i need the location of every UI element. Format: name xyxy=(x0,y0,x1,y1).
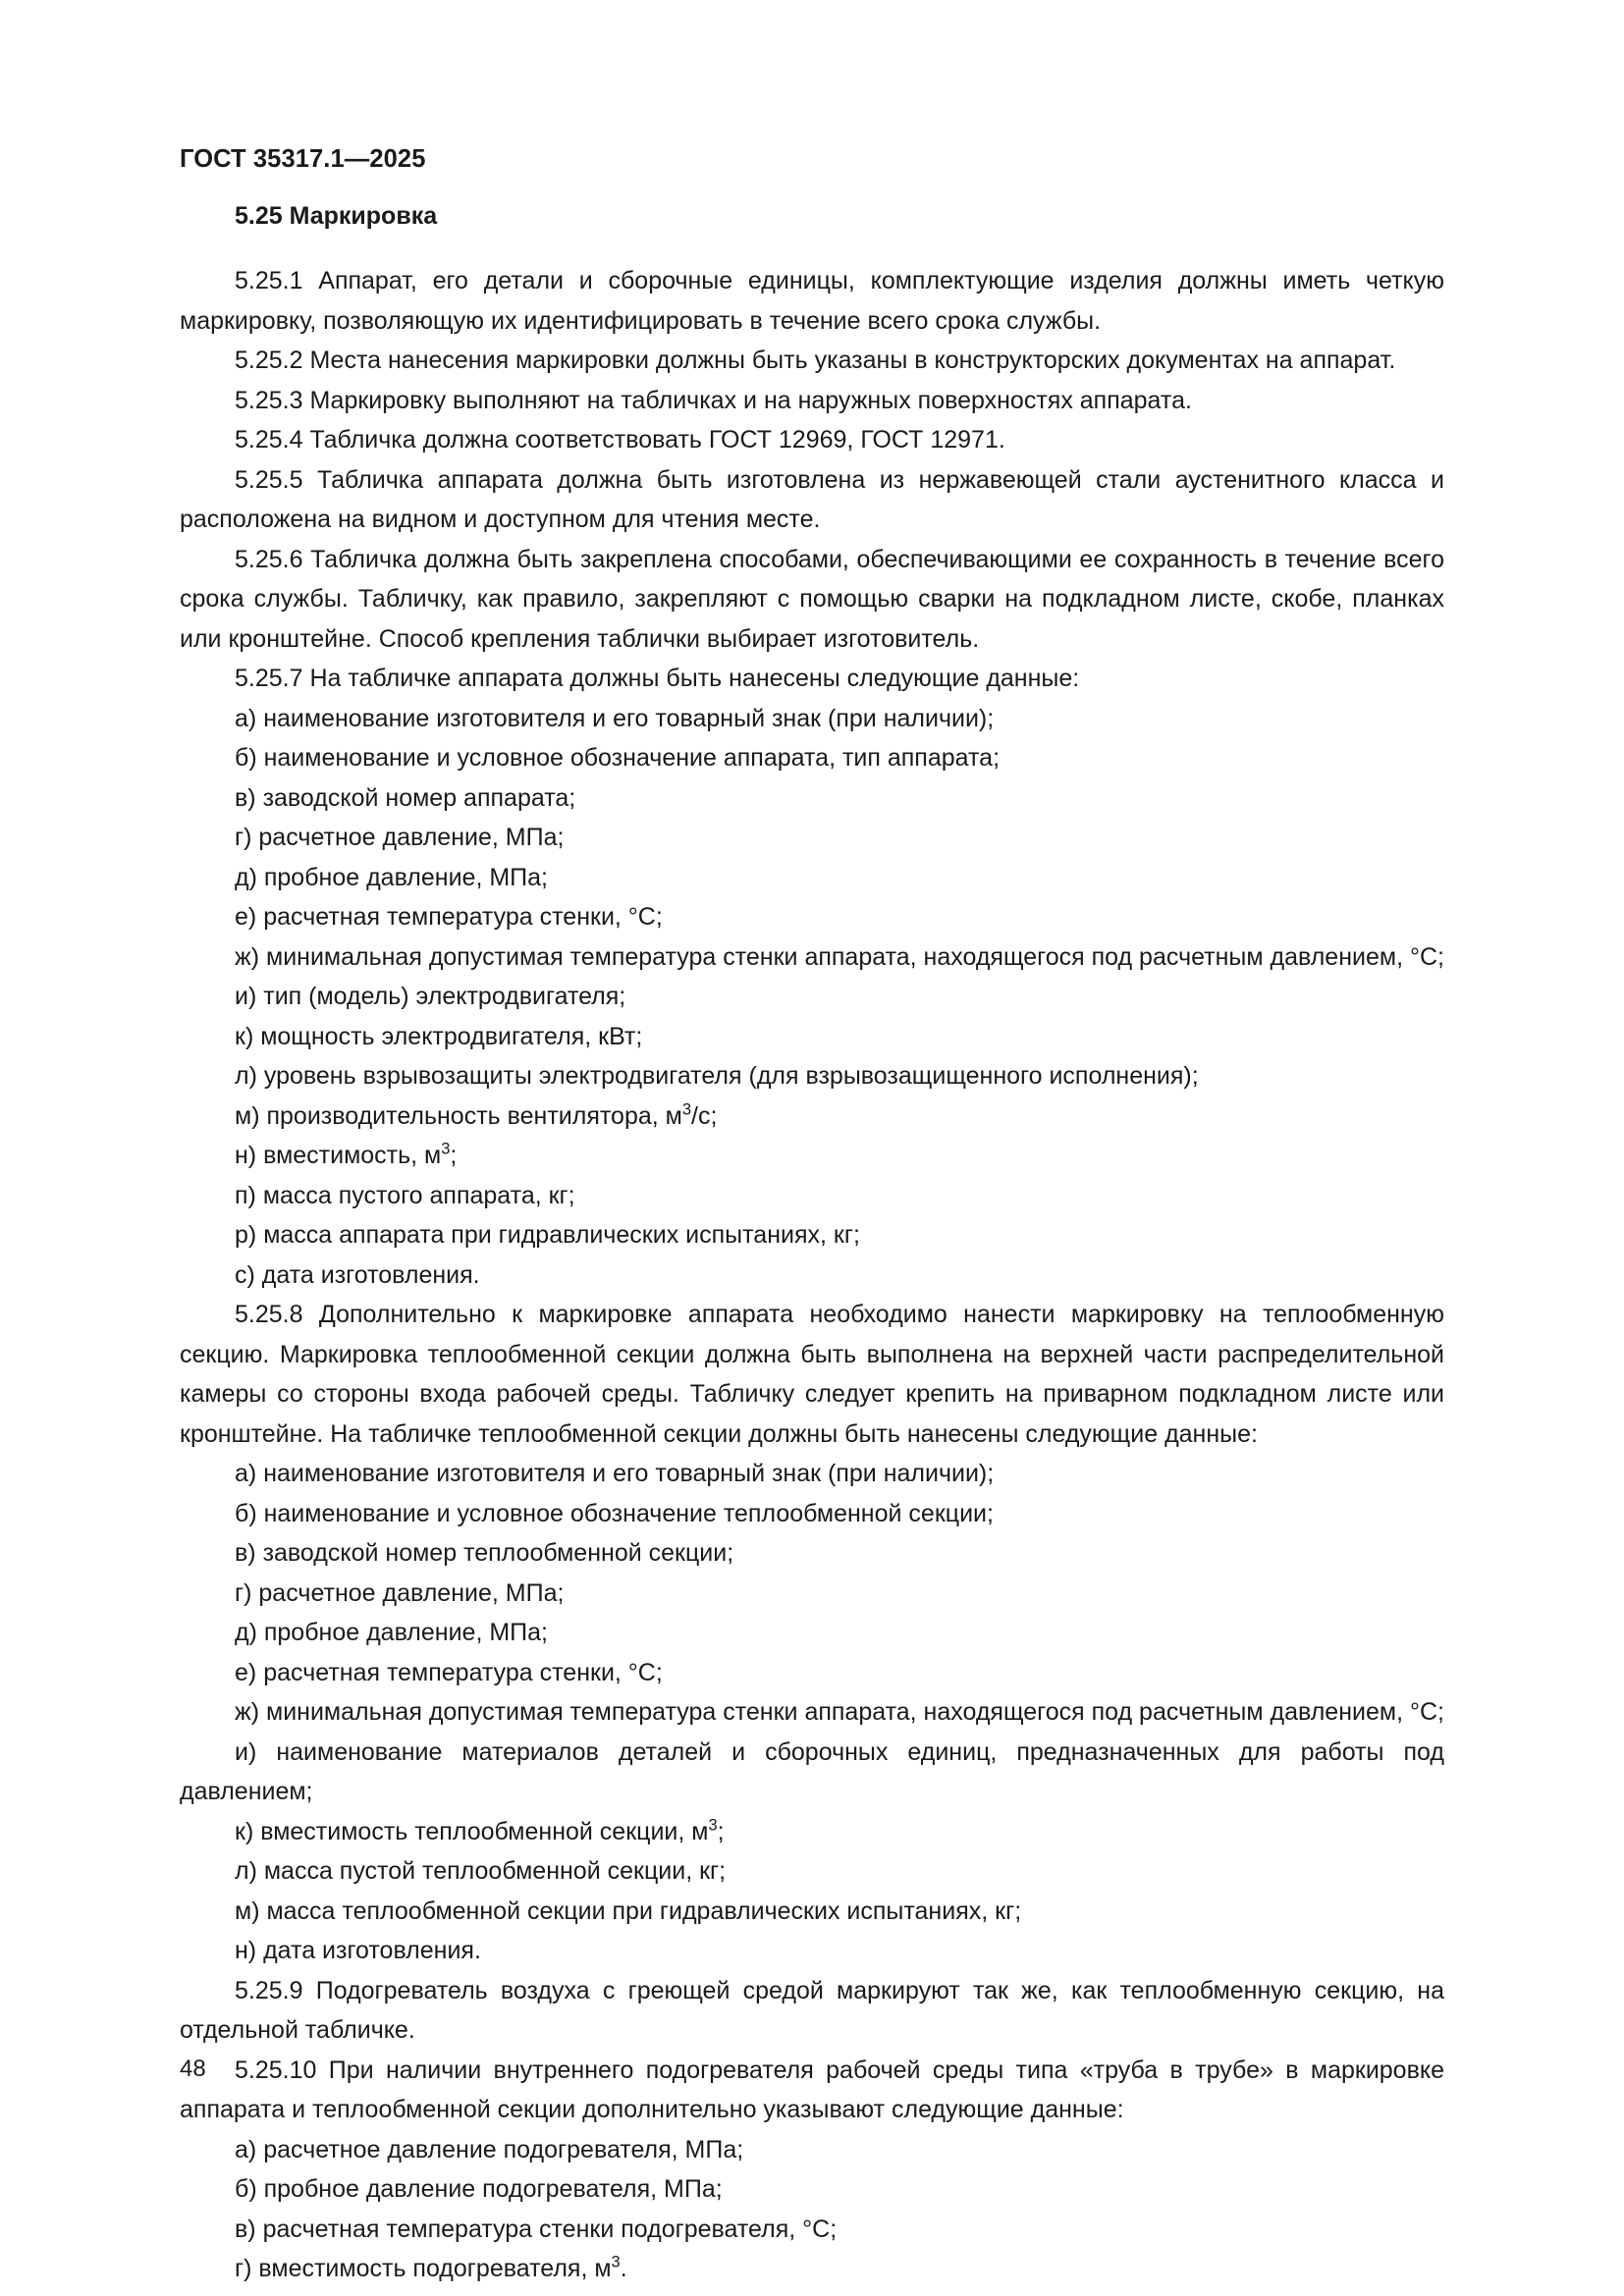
list-item-label: и) xyxy=(235,1737,277,1766)
list-item xyxy=(180,2169,1444,2210)
list-item-text: пробное давление, МПа; xyxy=(263,863,548,891)
list-item xyxy=(180,699,1444,739)
list-item xyxy=(180,1056,1444,1096)
list-item-text: расчетное давление подогревателя, МПа; xyxy=(263,2135,744,2163)
list-item-text: пробное давление, МПа; xyxy=(263,1619,548,1647)
clause-5-25-3: 5.25.3 Маркировку выполняют на табличках и на наружных поверхностях аппарата. xyxy=(235,386,1192,414)
clause-5-25-10: 5.25.10 При наличии внутреннего подогревателя рабочей среды типа «труба в трубе» в маркировке аппарата и теплообменной секции дополнительно указывают следующие данные: xyxy=(180,2056,1444,2124)
list-item xyxy=(180,1613,1444,1653)
section-heading: 5.25 Маркировка xyxy=(235,202,438,230)
running-head: ГОСТ 35317.1—2025 xyxy=(180,145,426,173)
list-item-text: минимальная допустимая температура стенки аппарата, находящегося под расчетным давлением, °С; xyxy=(266,1698,1444,1727)
list-item-text: заводской номер теплообменной секции; xyxy=(262,1539,734,1568)
list-item-text: минимальная допустимая температура стенки аппарата, находящегося под расчетным давлением, °С; xyxy=(266,942,1444,971)
page-content xyxy=(180,201,1444,2289)
list-item xyxy=(180,1255,1444,1296)
list-item-label: в) xyxy=(235,2215,263,2243)
list-item-text: мощность электродвигателя, кВт; xyxy=(260,1022,643,1050)
list-item xyxy=(180,1892,1444,1932)
list-item-label: п) xyxy=(235,1181,263,1209)
list-item-label: н) xyxy=(235,1142,264,1170)
list-item xyxy=(180,778,1444,819)
clause-5-25-6: 5.25.6 Табличка должна быть закреплена способами, обеспечивающими ее сохранность в течение всего срока службы. Табличку, как правило, закрепляют с помощью сварки на подкладном листе, скобе, планках или кронштейне. Способ крепления таблички выбирает изготовитель. xyxy=(180,545,1444,653)
list-item-label: в) xyxy=(235,783,263,812)
clause-5-25-9: 5.25.9 Подогреватель воздуха с греющей средой маркируют так же, как теплообменную секцию, на отдельной табличке. xyxy=(180,1976,1444,2045)
list-item xyxy=(180,897,1444,937)
list-item-label: б) xyxy=(235,1499,264,1527)
list-item-text: расчетная температура стенки подогревателя, °С; xyxy=(262,2215,838,2243)
list-item-label: м) xyxy=(235,1101,267,1130)
list-item-text: масса аппарата при гидравлических испытаниях, кг; xyxy=(263,1221,860,1250)
list-item-tail: /с; xyxy=(691,1101,718,1130)
list-item xyxy=(180,1533,1444,1574)
list-item xyxy=(180,937,1444,978)
list-item-text: масса теплообменной секции при гидравлических испытаниях, кг; xyxy=(266,1896,1022,1925)
list-item-label: ж) xyxy=(235,942,266,971)
list-item xyxy=(180,818,1444,858)
list-item xyxy=(180,1733,1444,1812)
clause-5-25-8: 5.25.8 Дополнительно к маркировке аппарата необходимо нанести маркировку на теплообменную секцию. Маркировка теплообменной секции должна быть выполнена на верхней части распределительной камеры со стороны входа рабочей среды. Табличку следует крепить на приварном подкладном листе или кронштейне. На табличке теплообменной секции должны быть нанесены следующие данные: xyxy=(180,1301,1444,1448)
list-item-text: пробное давление подогревателя, МПа; xyxy=(263,2175,723,2204)
list-item xyxy=(180,738,1444,778)
list-item-label: р) xyxy=(235,1221,264,1250)
list-item-label: л) xyxy=(235,1062,264,1091)
list-item-label: г) xyxy=(235,2255,259,2283)
list-item-label: д) xyxy=(235,1619,264,1647)
list-item-label: к) xyxy=(235,1817,261,1845)
list-heat-section-plate xyxy=(180,1454,1444,1971)
list-item-text: дата изготовления. xyxy=(263,1937,481,1965)
list-item-label: б) xyxy=(235,744,264,773)
list-item xyxy=(180,1096,1444,1137)
exponent: 3 xyxy=(441,1140,451,1158)
list-item-text: масса пустого аппарата, кг; xyxy=(262,1181,575,1209)
list-item-text: заводской номер аппарата; xyxy=(262,783,576,812)
list-item-text: наименование изготовителя и его товарный знак (при наличии); xyxy=(263,704,995,732)
list-item xyxy=(180,2210,1444,2250)
list-item-text: наименование изготовителя и его товарный знак (при наличии); xyxy=(263,1460,995,1488)
list-item-text: расчетное давление, МПа; xyxy=(258,824,565,852)
list-item-text: наименование и условное обозначение аппарата, тип аппарата; xyxy=(263,744,1001,773)
list-item-tail: . xyxy=(620,2255,627,2283)
list-item-text: наименование материалов деталей и сборочных единиц, предназначенных для работы под давлением; xyxy=(180,1737,1444,1806)
page-number: 48 xyxy=(180,2056,206,2082)
list-item xyxy=(180,1812,1444,1852)
list-item-label: а) xyxy=(235,2135,264,2163)
list-item-text: вместимость теплообменной секции, м xyxy=(260,1817,709,1845)
list-item xyxy=(180,1215,1444,1255)
list-item-text: вместимость подогревателя, м xyxy=(258,2255,612,2283)
clause-5-25-4: 5.25.4 Табличка должна соответствовать ГОСТ 12969, ГОСТ 12971. xyxy=(235,426,1005,454)
list-item xyxy=(180,1454,1444,1494)
list-item xyxy=(180,2130,1444,2170)
list-item-label: с) xyxy=(235,1260,262,1289)
list-item-label: г) xyxy=(235,1578,259,1607)
list-item xyxy=(180,1494,1444,1534)
clause-5-25-1: 5.25.1 Аппарат, его детали и сборочные единицы, комплектующие изделия должны иметь четкую маркировку, позволяющую их идентифицировать в течение всего срока службы. xyxy=(180,267,1444,335)
exponent: 3 xyxy=(681,1100,692,1119)
list-item-label: г) xyxy=(235,824,259,852)
clause-5-25-2: 5.25.2 Места нанесения маркировки должны быть указаны в конструкторских документах на аппарат. xyxy=(235,347,1396,375)
list-item xyxy=(180,1574,1444,1614)
clause-5-25-5: 5.25.5 Табличка аппарата должна быть изготовлена из нержавеющей стали аустенитного класса и расположена на видном и доступном для чтения месте. xyxy=(180,465,1444,534)
list-item-label: е) xyxy=(235,903,264,932)
list-item-label: а) xyxy=(235,1460,264,1488)
list-item-label: ж) xyxy=(235,1698,266,1727)
list-item-text: расчетное давление, МПа; xyxy=(258,1578,565,1607)
list-item-label: д) xyxy=(235,863,264,891)
list-item-label: а) xyxy=(235,704,264,732)
list-item-text: наименование и условное обозначение теплообменной секции; xyxy=(263,1499,994,1527)
list-item-text: тип (модель) электродвигателя; xyxy=(263,983,626,1011)
list-item-text: масса пустой теплообменной секции, кг; xyxy=(263,1857,727,1886)
list-item-tail: ; xyxy=(450,1142,458,1170)
list-item-label: в) xyxy=(235,1539,263,1568)
list-item xyxy=(180,1653,1444,1693)
list-item xyxy=(180,1136,1444,1176)
clause-5-25-7: 5.25.7 На табличке аппарата должны быть нанесены следующие данные: xyxy=(235,665,1080,693)
list-item-label: л) xyxy=(235,1857,264,1886)
list-item-text: уровень взрывозащиты электродвигателя (для взрывозащищенного исполнения); xyxy=(263,1062,1199,1091)
list-item-text: расчетная температура стенки, °С; xyxy=(263,903,663,932)
list-apparatus-plate xyxy=(180,699,1444,1296)
list-item-label: и) xyxy=(235,983,264,1011)
list-item-label: н) xyxy=(235,1937,264,1965)
list-item-label: б) xyxy=(235,2175,264,2204)
list-item xyxy=(180,858,1444,898)
list-item xyxy=(180,1692,1444,1733)
exponent: 3 xyxy=(708,1816,718,1835)
list-item xyxy=(180,1851,1444,1892)
list-item xyxy=(180,2249,1444,2289)
list-item-text: вместимость, м xyxy=(263,1142,442,1170)
exponent: 3 xyxy=(611,2253,621,2271)
list-item-label: к) xyxy=(235,1022,261,1050)
list-item-tail: ; xyxy=(717,1817,725,1845)
list-item xyxy=(180,1017,1444,1057)
list-item xyxy=(180,1176,1444,1216)
list-item-text: дата изготовления. xyxy=(261,1260,480,1289)
list-item-label: м) xyxy=(235,1896,267,1925)
list-item-label: е) xyxy=(235,1658,264,1686)
list-preheater xyxy=(180,2130,1444,2289)
list-item xyxy=(180,1931,1444,1971)
list-item-text: расчетная температура стенки, °С; xyxy=(263,1658,663,1686)
list-item-text: производительность вентилятора, м xyxy=(266,1101,682,1130)
list-item xyxy=(180,977,1444,1017)
